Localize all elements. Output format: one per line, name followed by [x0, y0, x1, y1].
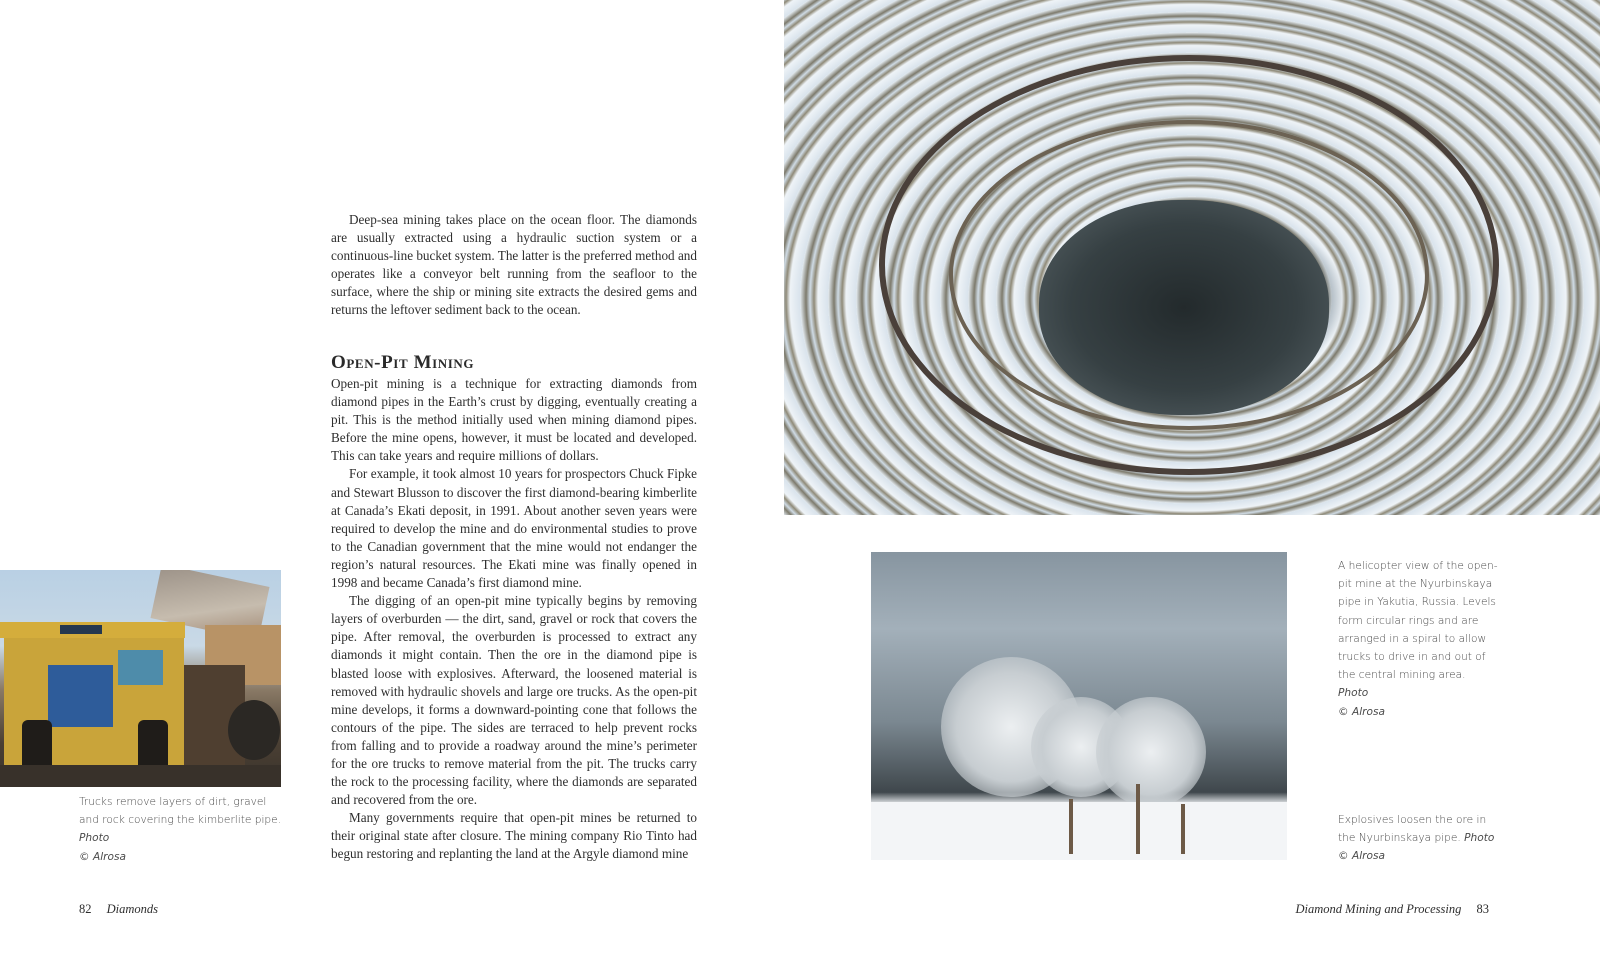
tower-shape — [1136, 784, 1140, 854]
left-folio — [79, 902, 158, 917]
page-number: 83 — [1476, 902, 1489, 916]
intro-text — [331, 211, 697, 320]
right-folio — [1296, 902, 1489, 917]
photo-credit-label: Photo — [1464, 832, 1495, 845]
body-paragraph: For example, it took almost 10 years for prospectors Chuck Fipke and Stewart Blusson to discover the first diamond-bearing kimberlite at Canada’s Ekati deposit, in 1991. About another seven years were required to develop the mine and do environmental studies to prove to the Canadian government that the mine would not endanger the region’s natural resources. The Ekati mine was finally opened in 1998 and became Canada’s first diamond mine. — [331, 466, 697, 591]
body-paragraph: The digging of an open-pit mine typically begins by removing layers of overburden — the dirt, sand, gravel or rock that covers the pipe. After removal, the overburden is processed to extract any diamonds it might contain. Then the ore in the diamond pipe is blasted loose with explosives. Afterward, the loosened material is removed with hydraulic shovels and large ore trucks. As the open-pit mine develops, it forms a downward-pointing cone that follows the contours of the pipe. The sides are terraced to help prevent rocks from falling and to provide a roadway around the mine’s perimeter for the ore trucks to remove material from the pit. The trucks carry the rock to the processing facility, where the diamonds are separated and recovered from the ore. — [331, 593, 697, 808]
intro-paragraph: Deep-sea mining takes place on the ocean floor. The diamonds are usually extracted using a hydraulic suction system or a continuous-line bucket system. The latter is the preferred method and operates like a conveyor belt running from the seafloor to the surface, where the ship or mining site extracts the desired gems and returns the leftover sediment back to the ocean. — [331, 212, 697, 318]
section-heading: Open-Pit Mining — [331, 352, 475, 373]
aerial-caption — [1338, 557, 1498, 721]
loader-wheel-shape — [228, 700, 280, 760]
running-head: Diamond Mining and Processing — [1295, 902, 1462, 916]
photo-credit-label: Photo — [79, 832, 110, 845]
aerial-pit-photo — [784, 0, 1600, 515]
truck-cab-window — [118, 650, 163, 685]
caption-text: A helicopter view of the open-pit mine at the Nyurbinskaya pipe in Yakutia, Russia. Levels form circular rings and are arranged in a spiral to allow trucks to drive in and out of the central mining area. — [1338, 560, 1498, 682]
tower-shape — [1069, 799, 1073, 854]
truck-photo — [0, 570, 281, 787]
truck-caption — [79, 793, 284, 866]
blast-photo — [871, 552, 1287, 860]
caption-text: Trucks remove layers of dirt, gravel and rock covering the kimberlite pipe. — [79, 796, 282, 827]
open-pit-section — [331, 352, 697, 864]
smoke-cloud-shape — [1096, 697, 1206, 807]
body-paragraph: Many governments require that open-pit mines be returned to their original state after closure. The mining company Rio Tinto had begun restoring and replanting the land at the Argyle diamond mine — [331, 810, 697, 862]
snow-foreground — [871, 802, 1287, 860]
pit-floor-shape — [1039, 200, 1329, 415]
photo-credit-owner: © Alrosa — [1338, 705, 1385, 718]
photo-credit-owner: © Alrosa — [1338, 850, 1385, 863]
tower-shape — [1181, 804, 1185, 854]
running-head: Diamonds — [106, 902, 159, 916]
ground-shape — [0, 765, 281, 787]
photo-credit-label: Photo — [1338, 687, 1369, 700]
body-paragraph: Open-pit mining is a technique for extracting diamonds from diamond pipes in the Earth’s crust by digging, eventually creating a pit. This is the method initially used when mining diamond pipes. Before the mine opens, however, it must be located and developed. This can take years and require millions of dollars. — [331, 376, 697, 464]
photo-credit-owner: © Alrosa — [79, 850, 126, 863]
truck-logo-badge — [60, 625, 102, 634]
caption-text: Explosives loosen the ore in the Nyurbinskaya pipe. — [1338, 814, 1487, 845]
truck-blue-panel — [48, 665, 113, 727]
left-page — [0, 0, 784, 978]
blast-caption — [1338, 811, 1498, 866]
page-number: 82 — [79, 902, 92, 916]
